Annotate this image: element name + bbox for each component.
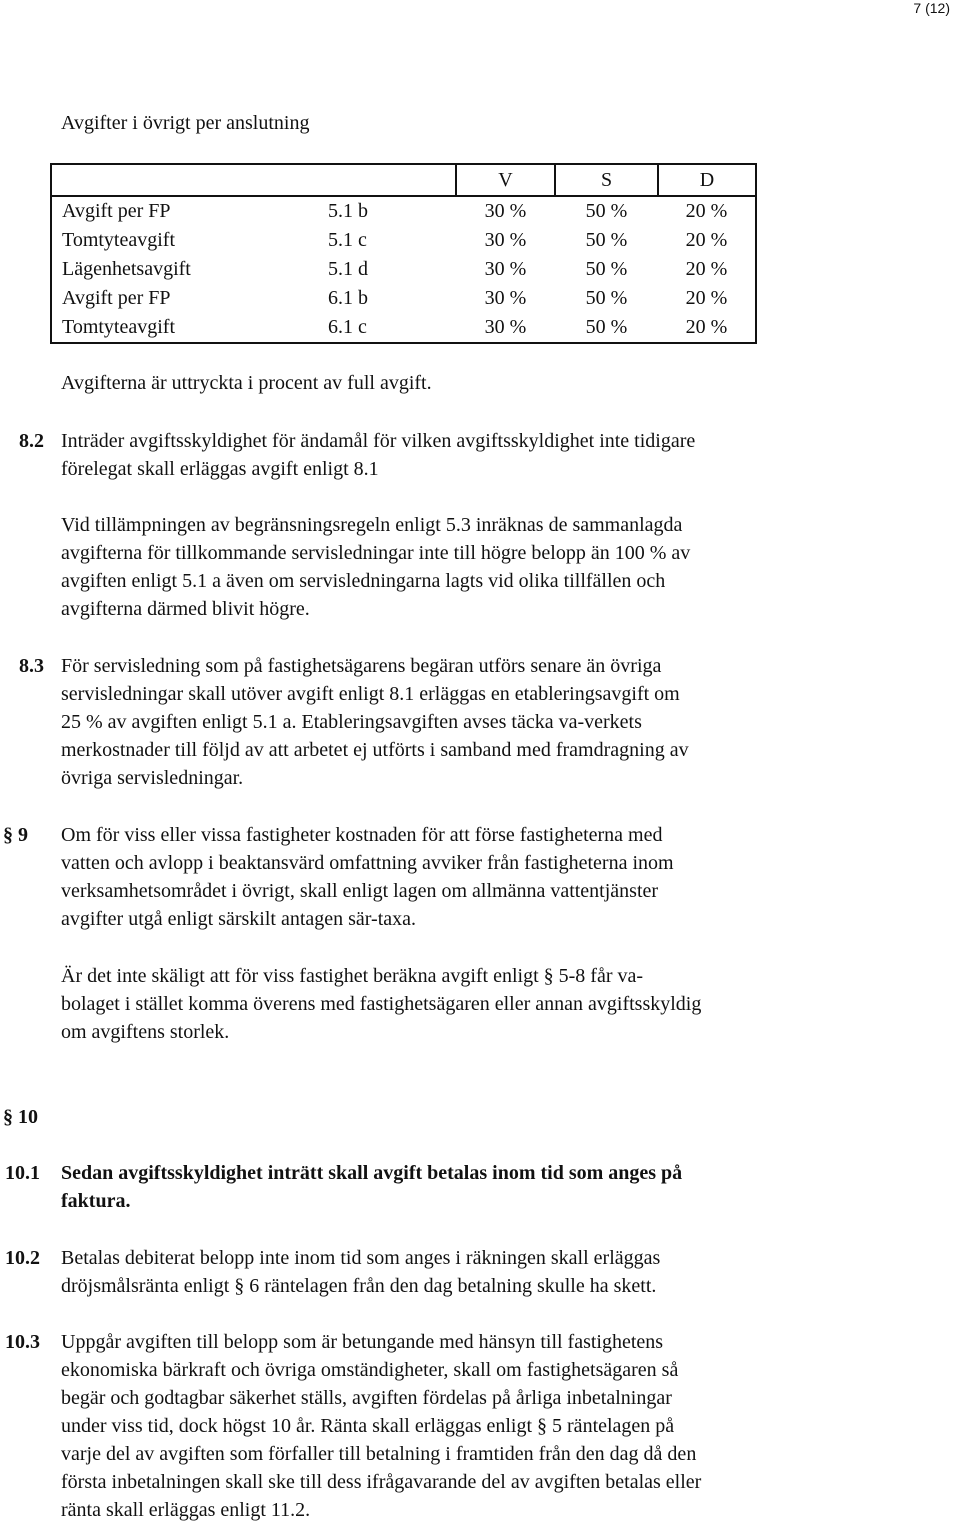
column-header-d: D [658, 164, 756, 196]
column-header-v: V [456, 164, 555, 196]
section-number-10-2: 10.2 [5, 1247, 40, 1269]
column-header-s: S [555, 164, 658, 196]
section-9-paragraph-2: Är det inte skäligt att för viss fastighet beräkna avgift enligt § 5-8 får va- bolaget i stället komma överens med fastighetsägaren eller annan avgiftsskyldig om avgiftens storlek. [61, 965, 702, 1043]
table-header-row [51, 164, 756, 196]
section-number-8-2: 8.2 [19, 430, 44, 452]
section-number-10-3: 10.3 [5, 1331, 40, 1353]
section-number-8-3: 8.3 [19, 655, 44, 677]
fee-table [50, 163, 757, 344]
table-row: Lägenhetsavgift 5.1 d 30 % 50 % 20 % [51, 255, 756, 284]
section-8-2-paragraph-2: Vid tillämpningen av begränsningsregeln enligt 5.3 inräknas de sammanlagda avgifterna för tillkommande servisledningar inte till högre belopp än 100 % av avgiften enligt 5.1 a även om servisledningarna lagts vid olika tillfällen och avgifterna därmed blivit högre. [61, 514, 691, 620]
section-number-10-1: 10.1 [5, 1162, 40, 1184]
section-heading: Avgifter i övrigt per anslutning [61, 112, 310, 134]
section-10-3-text: Uppgår avgiften till belopp som är betungande med hänsyn till fastighetens ekonomiska bärkraft och övriga omständigheter, skall om fastighetsägaren så begär och godtagbar säkerhet ställs, avgiften fördelas på årliga inbetalningar under viss tid, dock högst 10 år. Ränta skall erläggas enligt § 5 räntelagen på varje del av avgiften som förfaller till betalning i framtiden från den dag då den första inbetalningen skall ske till dess ifrågavarande del av avgiften betalas eller ränta skall erläggas enligt 11.2. [61, 1331, 702, 1521]
table-row: Tomtyteavgift 6.1 c 30 % 50 % 20 % [51, 313, 756, 343]
page-number: 7 (12) [913, 0, 950, 16]
table-row: Avgift per FP 5.1 b 30 % 50 % 20 % [51, 196, 756, 226]
section-number-10: § 10 [3, 1106, 38, 1128]
section-10-2-text: Betalas debiterat belopp inte inom tid som anges i räkningen skall erläggas dröjsmålsränta enligt § 6 räntelagen från den dag betalning skulle ha skett. [61, 1247, 661, 1297]
section-10-1-text: Sedan avgiftsskyldighet inträtt skall avgift betalas inom tid som anges på faktura. [61, 1162, 683, 1212]
table-row: Avgift per FP 6.1 b 30 % 50 % 20 % [51, 284, 756, 313]
section-8-3-text: För servisledning som på fastighetsägarens begäran utförs senare än övriga servisledningar skall utöver avgift enligt 8.1 erläggas en etableringsavgift om 25 % av avgiften enligt 5.1 a. Etableringsavgiften avses täcka va-verkets merkostnader till följd av att arbetet ej utförts i samband med framdragning av övriga servisledningar. [61, 655, 689, 789]
section-9-text: Om för viss eller vissa fastigheter kostnaden för att förse fastigheterna med vatten och avlopp i beaktansvärd omfattning avviker från fastigheterna inom verksamhetsområdet i övrigt, skall enligt lagen om allmänna vattentjänster avgifter utgå enligt särskilt antagen sär-taxa. [61, 824, 674, 930]
section-number-9: § 9 [3, 824, 28, 846]
table-note: Avgifterna är uttryckta i procent av full avgift. [61, 372, 432, 394]
section-8-2-text: Inträder avgiftsskyldighet för ändamål för vilken avgiftsskyldighet inte tidigare förelegat skall erläggas avgift enligt 8.1 [61, 430, 696, 480]
table-row: Tomtyteavgift 5.1 c 30 % 50 % 20 % [51, 226, 756, 255]
